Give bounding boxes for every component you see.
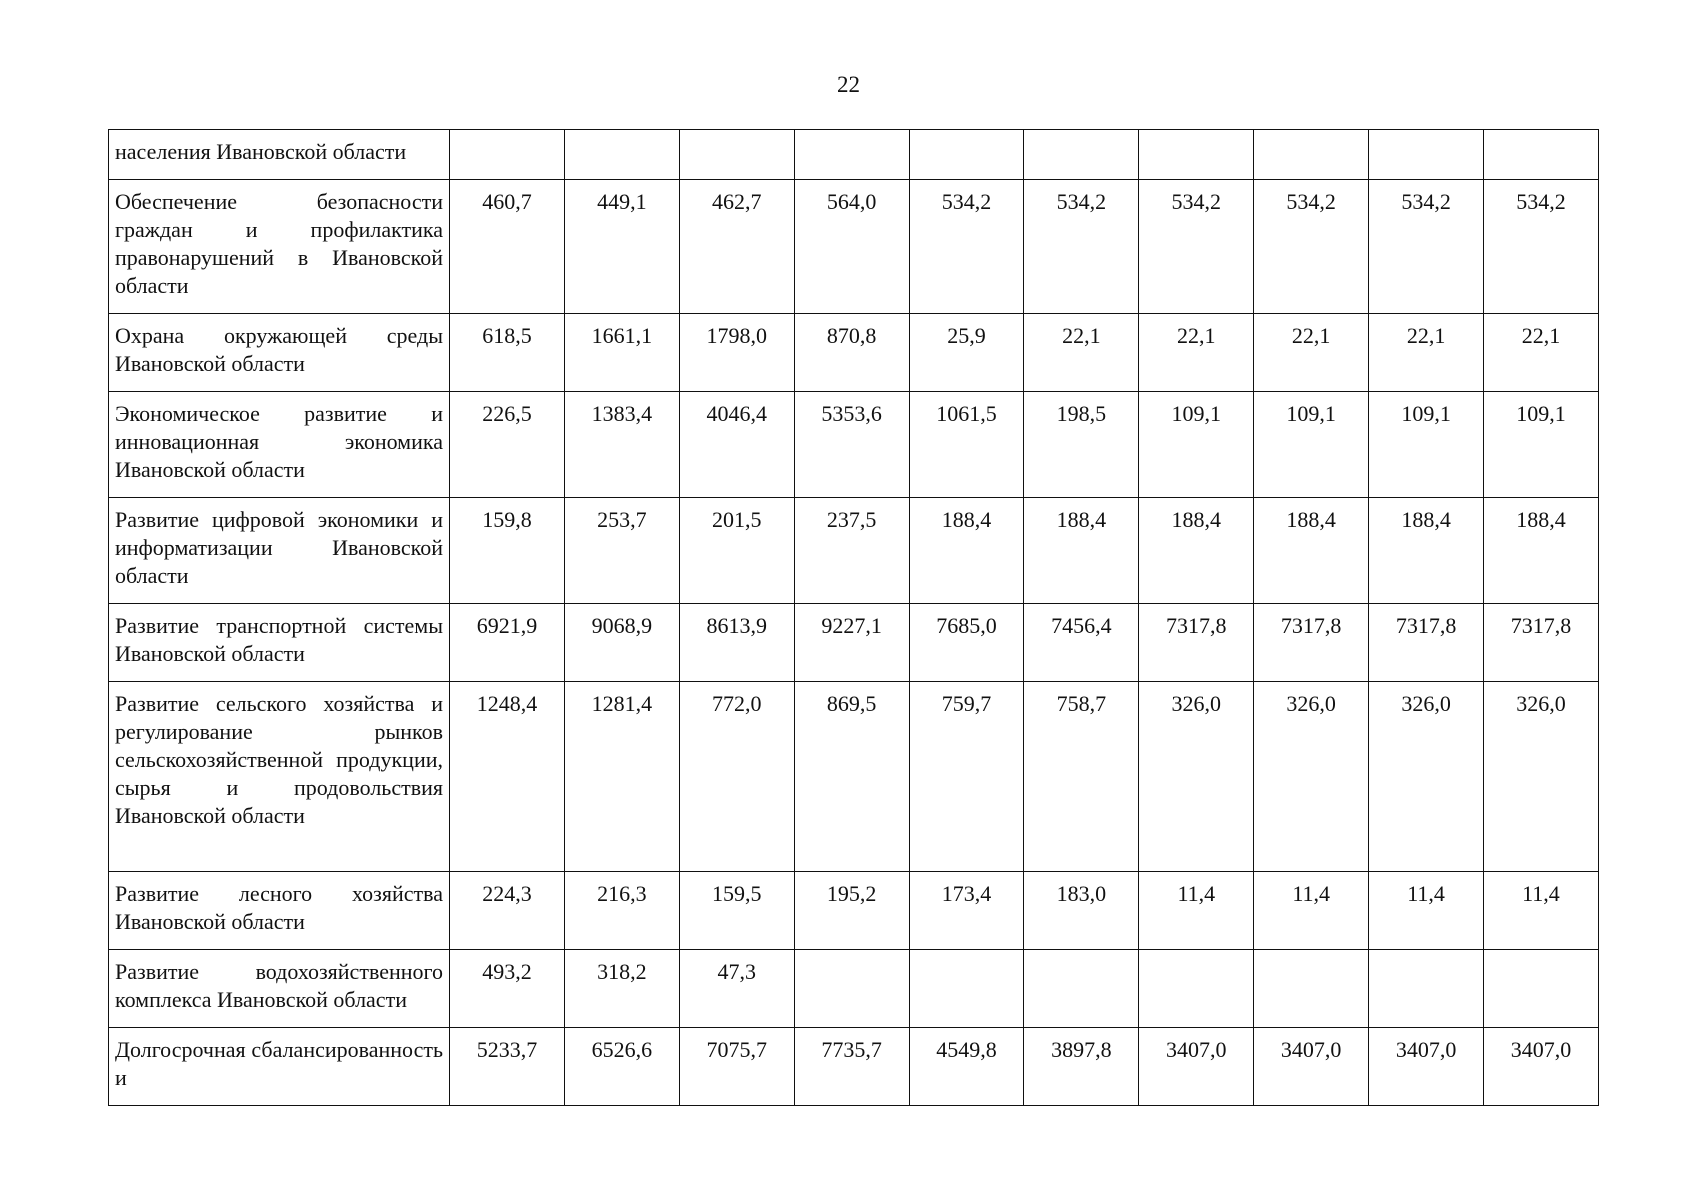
value-cell: 3407,0 bbox=[1369, 1028, 1484, 1106]
value-cell: 47,3 bbox=[679, 950, 794, 1028]
value-cell: 9227,1 bbox=[794, 604, 909, 682]
value-cell: 1798,0 bbox=[679, 314, 794, 392]
program-name: Обеспечение безопасности граждан и профилактика правонарушений в Ивановской области bbox=[109, 180, 450, 314]
table-row bbox=[109, 604, 1599, 682]
value-cell bbox=[679, 130, 794, 180]
value-cell: 224,3 bbox=[450, 872, 565, 950]
value-cell: 1383,4 bbox=[564, 392, 679, 498]
value-cell: 188,4 bbox=[1369, 498, 1484, 604]
value-cell: 3897,8 bbox=[1024, 1028, 1139, 1106]
value-cell: 216,3 bbox=[564, 872, 679, 950]
value-cell: 7075,7 bbox=[679, 1028, 794, 1106]
value-cell: 7317,8 bbox=[1484, 604, 1599, 682]
value-cell: 226,5 bbox=[450, 392, 565, 498]
value-cell: 3407,0 bbox=[1139, 1028, 1254, 1106]
table-row bbox=[109, 498, 1599, 604]
value-cell: 159,8 bbox=[450, 498, 565, 604]
value-cell: 758,7 bbox=[1024, 682, 1139, 872]
value-cell: 22,1 bbox=[1139, 314, 1254, 392]
value-cell: 6921,9 bbox=[450, 604, 565, 682]
value-cell bbox=[1484, 950, 1599, 1028]
value-cell bbox=[794, 950, 909, 1028]
value-cell: 759,7 bbox=[909, 682, 1024, 872]
value-cell: 460,7 bbox=[450, 180, 565, 314]
value-cell: 188,4 bbox=[1254, 498, 1369, 604]
value-cell: 318,2 bbox=[564, 950, 679, 1028]
program-name: Экономическое развитие и инновационная экономика Ивановской области bbox=[109, 392, 450, 498]
value-cell: 237,5 bbox=[794, 498, 909, 604]
value-cell: 1061,5 bbox=[909, 392, 1024, 498]
value-cell: 772,0 bbox=[679, 682, 794, 872]
value-cell: 7456,4 bbox=[1024, 604, 1139, 682]
table-row bbox=[109, 314, 1599, 392]
value-cell: 870,8 bbox=[794, 314, 909, 392]
value-cell: 7317,8 bbox=[1254, 604, 1369, 682]
value-cell: 7685,0 bbox=[909, 604, 1024, 682]
value-cell: 201,5 bbox=[679, 498, 794, 604]
value-cell bbox=[1139, 950, 1254, 1028]
value-cell bbox=[1139, 130, 1254, 180]
table-row bbox=[109, 180, 1599, 314]
value-cell: 326,0 bbox=[1139, 682, 1254, 872]
program-name: Развитие транспортной системы Ивановской области bbox=[109, 604, 450, 682]
table-row bbox=[109, 872, 1599, 950]
table-row bbox=[109, 1028, 1599, 1106]
value-cell bbox=[1254, 130, 1369, 180]
program-name: Развитие лесного хозяйства Ивановской области bbox=[109, 872, 450, 950]
program-name: Развитие сельского хозяйства и регулирование рынков сельскохозяйственной продукции, сырья и продовольствия Ивановской области bbox=[109, 682, 450, 872]
value-cell: 188,4 bbox=[1024, 498, 1139, 604]
value-cell: 183,0 bbox=[1024, 872, 1139, 950]
table-row bbox=[109, 130, 1599, 180]
value-cell: 22,1 bbox=[1484, 314, 1599, 392]
budget-table bbox=[108, 129, 1599, 1106]
value-cell: 109,1 bbox=[1254, 392, 1369, 498]
value-cell: 109,1 bbox=[1139, 392, 1254, 498]
value-cell: 11,4 bbox=[1139, 872, 1254, 950]
value-cell: 869,5 bbox=[794, 682, 909, 872]
value-cell: 1661,1 bbox=[564, 314, 679, 392]
value-cell bbox=[1024, 130, 1139, 180]
value-cell: 11,4 bbox=[1254, 872, 1369, 950]
value-cell: 493,2 bbox=[450, 950, 565, 1028]
value-cell: 5353,6 bbox=[794, 392, 909, 498]
table-row bbox=[109, 392, 1599, 498]
value-cell: 109,1 bbox=[1484, 392, 1599, 498]
value-cell: 4046,4 bbox=[679, 392, 794, 498]
value-cell bbox=[1024, 950, 1139, 1028]
value-cell: 188,4 bbox=[1139, 498, 1254, 604]
value-cell bbox=[1484, 130, 1599, 180]
value-cell: 326,0 bbox=[1369, 682, 1484, 872]
value-cell: 11,4 bbox=[1484, 872, 1599, 950]
value-cell bbox=[909, 130, 1024, 180]
value-cell: 1248,4 bbox=[450, 682, 565, 872]
value-cell: 326,0 bbox=[1484, 682, 1599, 872]
table-row bbox=[109, 682, 1599, 872]
value-cell: 9068,9 bbox=[564, 604, 679, 682]
value-cell: 7317,8 bbox=[1139, 604, 1254, 682]
value-cell: 3407,0 bbox=[1484, 1028, 1599, 1106]
value-cell: 534,2 bbox=[1369, 180, 1484, 314]
program-name: Охрана окружающей среды Ивановской области bbox=[109, 314, 450, 392]
value-cell: 253,7 bbox=[564, 498, 679, 604]
value-cell: 188,4 bbox=[1484, 498, 1599, 604]
table-row bbox=[109, 950, 1599, 1028]
value-cell: 326,0 bbox=[1254, 682, 1369, 872]
value-cell: 159,5 bbox=[679, 872, 794, 950]
program-name: Долгосрочная сбалансированность и bbox=[109, 1028, 450, 1106]
program-name: Развитие водохозяйственного комплекса Ивановской области bbox=[109, 950, 450, 1028]
value-cell: 8613,9 bbox=[679, 604, 794, 682]
value-cell: 195,2 bbox=[794, 872, 909, 950]
value-cell: 534,2 bbox=[1024, 180, 1139, 314]
program-name: Развитие цифровой экономики и информатизации Ивановской области bbox=[109, 498, 450, 604]
value-cell: 11,4 bbox=[1369, 872, 1484, 950]
value-cell: 25,9 bbox=[909, 314, 1024, 392]
page-number: 22 bbox=[837, 72, 860, 97]
value-cell: 534,2 bbox=[909, 180, 1024, 314]
value-cell: 534,2 bbox=[1484, 180, 1599, 314]
value-cell bbox=[564, 130, 679, 180]
value-cell: 618,5 bbox=[450, 314, 565, 392]
value-cell bbox=[1254, 950, 1369, 1028]
value-cell: 564,0 bbox=[794, 180, 909, 314]
value-cell: 22,1 bbox=[1024, 314, 1139, 392]
value-cell: 188,4 bbox=[909, 498, 1024, 604]
program-name: населения Ивановской области bbox=[109, 130, 450, 180]
value-cell: 173,4 bbox=[909, 872, 1024, 950]
value-cell bbox=[909, 950, 1024, 1028]
value-cell: 534,2 bbox=[1139, 180, 1254, 314]
value-cell: 449,1 bbox=[564, 180, 679, 314]
value-cell bbox=[450, 130, 565, 180]
value-cell: 6526,6 bbox=[564, 1028, 679, 1106]
value-cell: 7317,8 bbox=[1369, 604, 1484, 682]
value-cell: 3407,0 bbox=[1254, 1028, 1369, 1106]
value-cell bbox=[1369, 130, 1484, 180]
value-cell: 5233,7 bbox=[450, 1028, 565, 1106]
value-cell: 1281,4 bbox=[564, 682, 679, 872]
value-cell: 198,5 bbox=[1024, 392, 1139, 498]
value-cell: 534,2 bbox=[1254, 180, 1369, 314]
value-cell bbox=[794, 130, 909, 180]
value-cell bbox=[1369, 950, 1484, 1028]
value-cell: 22,1 bbox=[1254, 314, 1369, 392]
value-cell: 22,1 bbox=[1369, 314, 1484, 392]
value-cell: 109,1 bbox=[1369, 392, 1484, 498]
value-cell: 4549,8 bbox=[909, 1028, 1024, 1106]
value-cell: 7735,7 bbox=[794, 1028, 909, 1106]
value-cell: 462,7 bbox=[679, 180, 794, 314]
